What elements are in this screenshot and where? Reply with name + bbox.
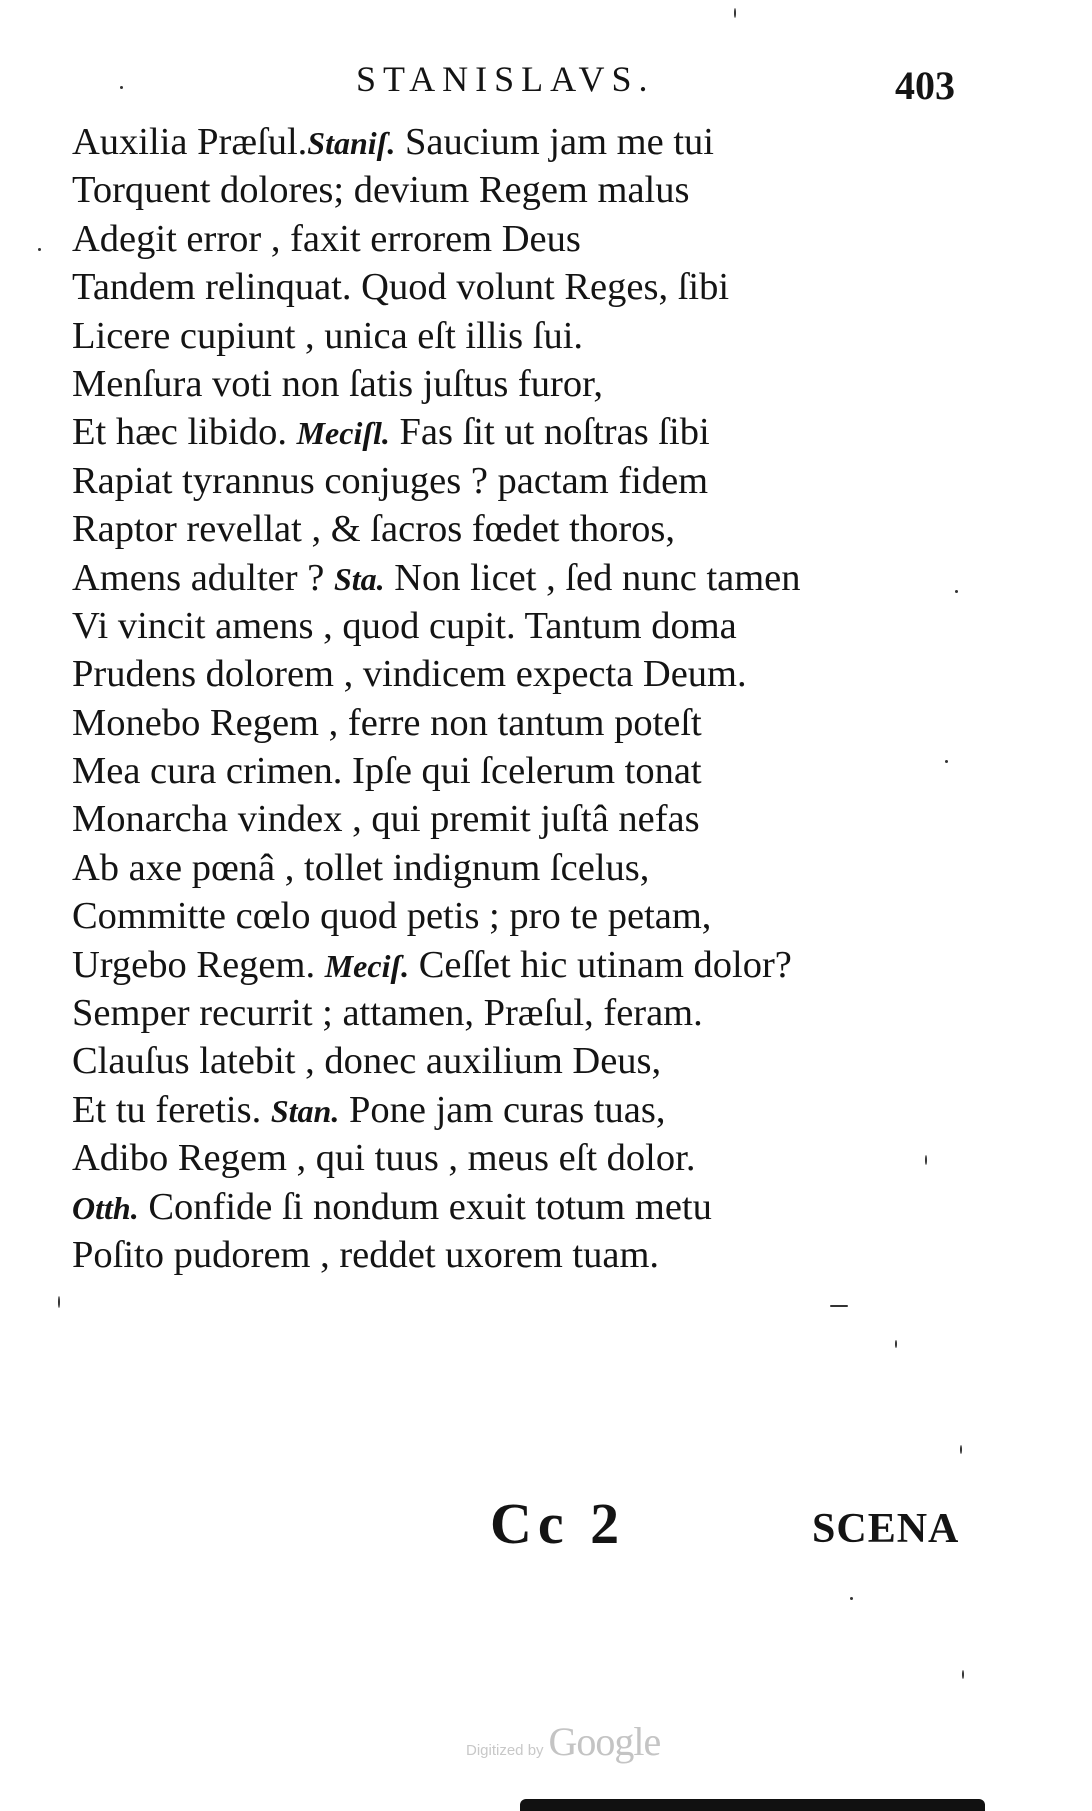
verse-line [72, 699, 952, 747]
signature-mark: Cc 2 [490, 1491, 626, 1556]
catchword: SCENA [812, 1506, 960, 1552]
speaker-abbreviation: Meciſ. [324, 947, 410, 984]
verse-text: Semper recurrit ; attamen, Præſul, feram. [72, 992, 703, 1035]
verse-text: Menſura voti non ſatis juſtus furor, [72, 362, 603, 405]
paper-speck [960, 1445, 962, 1454]
verse-line [72, 1231, 952, 1279]
verse-line [72, 941, 952, 989]
verse-text: Ab axe pœnâ , tollet indignum ſcelus, [72, 846, 650, 889]
speaker-abbreviation: Staniſ. [307, 125, 396, 161]
verse-text-block [72, 118, 952, 1279]
verse-line [72, 989, 952, 1037]
verse-line [72, 747, 952, 795]
verse-text: Vi vincit amens , quod cupit. Tantum doma [72, 604, 737, 647]
google-logo: Google [548, 1719, 661, 1764]
paper-speck [925, 1155, 927, 1165]
paper-speck [58, 1296, 60, 1308]
verse-text: Rapiat tyrannus conjuges ? pactam fidem [72, 459, 709, 502]
speaker-abbreviation: Stan. [270, 1092, 340, 1129]
verse-text: Tandem relinquat. Quod volunt Reges, ſibi [72, 266, 730, 309]
speaker-abbreviation: Sta. [333, 560, 385, 597]
verse-line [72, 360, 952, 408]
paper-speck [955, 590, 958, 593]
page-number: 403 [895, 63, 955, 108]
verse-text: Fas ſit ut noſtras ſibi [389, 411, 710, 454]
paper-speck [120, 86, 123, 89]
paper-speck [962, 1670, 964, 1679]
verse-line [72, 844, 952, 892]
verse-text: Prudens dolorem , vindicem expecta Deum. [72, 653, 747, 696]
verse-line [72, 118, 952, 166]
verse-text: Torquent dolores; devium Regem malus [72, 169, 690, 212]
verse-line [72, 1134, 952, 1182]
verse-text: Confide ſi nondum exuit totum metu [138, 1185, 712, 1228]
verse-line [72, 795, 952, 843]
verse-text: Raptor revellat , & ſacros fœdet thoros, [72, 508, 675, 551]
paper-speck [38, 248, 41, 251]
verse-line [72, 1183, 952, 1231]
digitized-by-label: Digitized by [466, 1742, 544, 1759]
paper-speck [850, 1597, 853, 1600]
verse-text: Adegit error , faxit errorem Deus [72, 217, 581, 260]
verse-line [72, 457, 952, 505]
verse-line [72, 505, 952, 553]
verse-text: Pone jam curas tuas, [339, 1088, 666, 1131]
verse-text: Amens adulter ? [72, 556, 334, 599]
verse-text: Et tu feretis. [72, 1088, 271, 1131]
verse-text: Auxilia Præſul. [72, 121, 308, 163]
verse-text: Adibo Regem , qui tuus , meus eſt dolor. [72, 1137, 696, 1180]
paper-speck [734, 8, 736, 18]
paper-speck [945, 760, 948, 763]
verse-line [72, 554, 952, 602]
speaker-abbreviation: Otth. [72, 1189, 139, 1226]
verse-line [72, 215, 952, 263]
verse-text: Committe cœlo quod petis ; pro te petam, [72, 895, 712, 938]
verse-text: Ceſſet hic utinam dolor? [409, 943, 792, 986]
verse-text: Saucium jam me tui [395, 121, 714, 163]
paper-speck [895, 1340, 897, 1348]
verse-line [72, 408, 952, 456]
verse-line [72, 1037, 952, 1085]
verse-line [72, 312, 952, 360]
verse-line [72, 602, 952, 650]
digitized-watermark [466, 1718, 660, 1765]
running-head: STANISLAVS. [356, 59, 655, 99]
speaker-abbreviation: Meciſl. [296, 415, 390, 452]
bottom-rule [520, 1799, 985, 1811]
verse-text: Poſito pudorem , reddet uxorem tuam. [72, 1233, 660, 1276]
verse-line [72, 892, 952, 940]
verse-text: Clauſus latebit , donec auxilium Deus, [72, 1040, 662, 1083]
verse-text: Non licet , ſed nunc tamen [384, 556, 801, 599]
verse-line [72, 650, 952, 698]
verse-text: Urgebo Regem. [72, 943, 325, 986]
verse-text: Licere cupiunt , unica eſt illis ſui. [72, 314, 584, 357]
verse-text: Mea cura crimen. Ipſe qui ſcelerum tonat [72, 750, 702, 793]
verse-line [72, 263, 952, 311]
verse-line [72, 1086, 952, 1134]
verse-line [72, 166, 952, 214]
verse-text: Et hæc libido. [72, 411, 297, 454]
paper-speck [830, 1305, 848, 1307]
verse-text: Monebo Regem , ferre non tantum poteſt [72, 701, 702, 744]
verse-text: Monarcha vindex , qui premit juſtâ nefas [72, 798, 700, 841]
